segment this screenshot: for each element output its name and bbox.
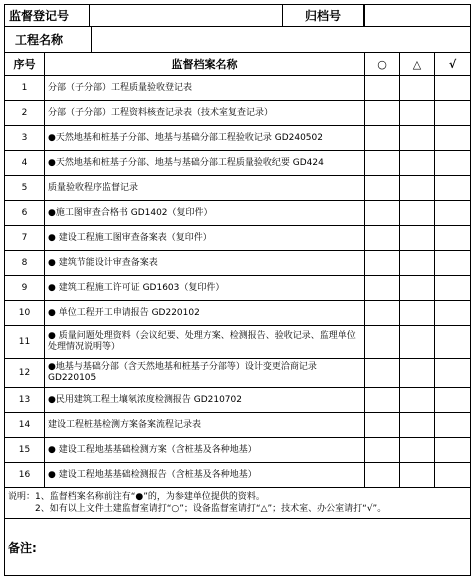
circle-mark-cell[interactable]	[365, 151, 400, 176]
row-seq: 7	[5, 226, 45, 251]
table-row	[5, 251, 471, 276]
col-seq-header: 序号	[5, 53, 45, 76]
circle-mark-cell[interactable]	[365, 413, 400, 438]
table-row	[5, 151, 471, 176]
register-value-field[interactable]	[90, 5, 283, 26]
row-document-name: ● 建设工程地基基础检测方案（含桩基及各种地基）	[45, 438, 365, 463]
triangle-mark-cell[interactable]	[400, 276, 435, 301]
remarks-field[interactable]	[5, 519, 471, 576]
row-seq: 4	[5, 151, 45, 176]
row-seq: 16	[5, 463, 45, 488]
row-seq: 8	[5, 251, 45, 276]
check-mark-cell[interactable]	[435, 201, 471, 226]
circle-mark-cell[interactable]	[365, 359, 400, 388]
triangle-mark-cell[interactable]	[400, 201, 435, 226]
triangle-mark-cell[interactable]	[400, 463, 435, 488]
project-label: 工程名称	[5, 27, 92, 52]
circle-mark-cell[interactable]	[365, 101, 400, 126]
circle-mark-cell[interactable]	[365, 276, 400, 301]
column-header-row	[5, 53, 471, 76]
circle-mark-cell[interactable]	[365, 326, 400, 359]
table-row	[5, 413, 471, 438]
row-document-name: 建设工程桩基检测方案备案流程记录表	[45, 413, 365, 438]
col-triangle-header: △	[400, 53, 435, 76]
row-seq: 14	[5, 413, 45, 438]
check-mark-cell[interactable]	[435, 413, 471, 438]
circle-mark-cell[interactable]	[365, 388, 400, 413]
register-cell	[5, 5, 365, 27]
row-seq: 2	[5, 101, 45, 126]
table-row	[5, 438, 471, 463]
row-document-name: ●天然地基和桩基子分部、地基与基础分部工程质量验收纪要 GD424	[45, 151, 365, 176]
row-document-name: 质量验收程序监督记录	[45, 176, 365, 201]
check-mark-cell[interactable]	[435, 359, 471, 388]
circle-mark-cell[interactable]	[365, 226, 400, 251]
row-document-name: ● 建设工程施工图审查备案表（复印件）	[45, 226, 365, 251]
check-mark-cell[interactable]	[435, 388, 471, 413]
check-mark-cell[interactable]	[435, 101, 471, 126]
row-document-name: ● 建筑工程施工许可证 GD1603（复印件）	[45, 276, 365, 301]
table-row	[5, 126, 471, 151]
row-document-name: ● 建设工程地基基础检测报告（含桩基及各种地基）	[45, 463, 365, 488]
table-row	[5, 101, 471, 126]
row-document-name: ●天然地基和桩基子分部、地基与基础分部工程验收记录 GD240502	[45, 126, 365, 151]
triangle-mark-cell[interactable]	[400, 413, 435, 438]
row-seq: 13	[5, 388, 45, 413]
archive-label: 归档号	[283, 5, 364, 26]
check-mark-cell[interactable]	[435, 126, 471, 151]
check-mark-cell[interactable]	[435, 251, 471, 276]
table-row	[5, 176, 471, 201]
row-document-name: ● 质量问题处理资料（会议纪要、处理方案、检测报告、验收记录、监理单位处理情况说明等）	[45, 326, 365, 359]
notes-cell	[5, 488, 471, 519]
archive-value-field[interactable]	[365, 5, 471, 27]
circle-mark-cell[interactable]	[365, 463, 400, 488]
note-line-2: 2、如有以上文件土建监督室请打“○”；设备监督室请打“△”；技术室、办公室请打“√”。	[8, 504, 387, 514]
row-seq: 1	[5, 76, 45, 101]
row-seq: 3	[5, 126, 45, 151]
check-mark-cell[interactable]	[435, 326, 471, 359]
check-mark-cell[interactable]	[435, 276, 471, 301]
check-mark-cell[interactable]	[435, 76, 471, 101]
table-row	[5, 388, 471, 413]
triangle-mark-cell[interactable]	[400, 388, 435, 413]
header-row-register	[5, 5, 471, 27]
col-circle-header: ○	[365, 53, 400, 76]
circle-mark-cell[interactable]	[365, 251, 400, 276]
triangle-mark-cell[interactable]	[400, 326, 435, 359]
row-document-name: ●施工图审查合格书 GD1402（复印件）	[45, 201, 365, 226]
table-row	[5, 226, 471, 251]
circle-mark-cell[interactable]	[365, 438, 400, 463]
row-document-name: ●地基与基础分部（含天然地基和桩基子分部等）设计变更洽商记录 GD220105	[45, 359, 365, 388]
notes-row	[5, 488, 471, 519]
register-label: 监督登记号	[5, 5, 90, 26]
row-seq: 5	[5, 176, 45, 201]
triangle-mark-cell[interactable]	[400, 438, 435, 463]
triangle-mark-cell[interactable]	[400, 251, 435, 276]
circle-mark-cell[interactable]	[365, 201, 400, 226]
check-mark-cell[interactable]	[435, 301, 471, 326]
table-row	[5, 301, 471, 326]
row-seq: 12	[5, 359, 45, 388]
triangle-mark-cell[interactable]	[400, 126, 435, 151]
row-seq: 15	[5, 438, 45, 463]
archive-checklist-table	[4, 4, 471, 576]
row-document-name: 分部（子分部）工程资料核查记录表（技术室复查记录）	[45, 101, 365, 126]
circle-mark-cell[interactable]	[365, 76, 400, 101]
row-document-name: ● 建筑节能设计审查备案表	[45, 251, 365, 276]
check-mark-cell[interactable]	[435, 463, 471, 488]
col-check-header: √	[435, 53, 471, 76]
row-seq: 10	[5, 301, 45, 326]
table-row	[5, 276, 471, 301]
check-mark-cell[interactable]	[435, 151, 471, 176]
triangle-mark-cell[interactable]	[400, 226, 435, 251]
table-row	[5, 201, 471, 226]
circle-mark-cell[interactable]	[365, 176, 400, 201]
row-seq: 9	[5, 276, 45, 301]
check-mark-cell[interactable]	[435, 226, 471, 251]
row-seq: 6	[5, 201, 45, 226]
check-mark-cell[interactable]	[435, 438, 471, 463]
table-row	[5, 359, 471, 388]
row-document-name: 分部（子分部）工程质量验收登记表	[45, 76, 365, 101]
note-line-1: 说明：1、监督档案名称前注有“●”的，为参建单位提供的资料。	[8, 492, 265, 502]
table-row	[5, 76, 471, 101]
col-name-header: 监督档案名称	[45, 53, 365, 76]
table-row	[5, 463, 471, 488]
project-cell	[5, 27, 471, 53]
triangle-mark-cell[interactable]	[400, 176, 435, 201]
remarks-label: 备注:	[8, 540, 37, 555]
row-document-name: ●民用建筑工程土壤氡浓度检测报告 GD210702	[45, 388, 365, 413]
triangle-mark-cell[interactable]	[400, 301, 435, 326]
circle-mark-cell[interactable]	[365, 126, 400, 151]
table-row	[5, 326, 471, 359]
row-document-name: ● 单位工程开工申请报告 GD220102	[45, 301, 365, 326]
row-seq: 11	[5, 326, 45, 359]
header-row-project	[5, 27, 471, 53]
circle-mark-cell[interactable]	[365, 301, 400, 326]
triangle-mark-cell[interactable]	[400, 76, 435, 101]
triangle-mark-cell[interactable]	[400, 359, 435, 388]
check-mark-cell[interactable]	[435, 176, 471, 201]
triangle-mark-cell[interactable]	[400, 101, 435, 126]
triangle-mark-cell[interactable]	[400, 151, 435, 176]
remarks-row	[5, 519, 471, 576]
